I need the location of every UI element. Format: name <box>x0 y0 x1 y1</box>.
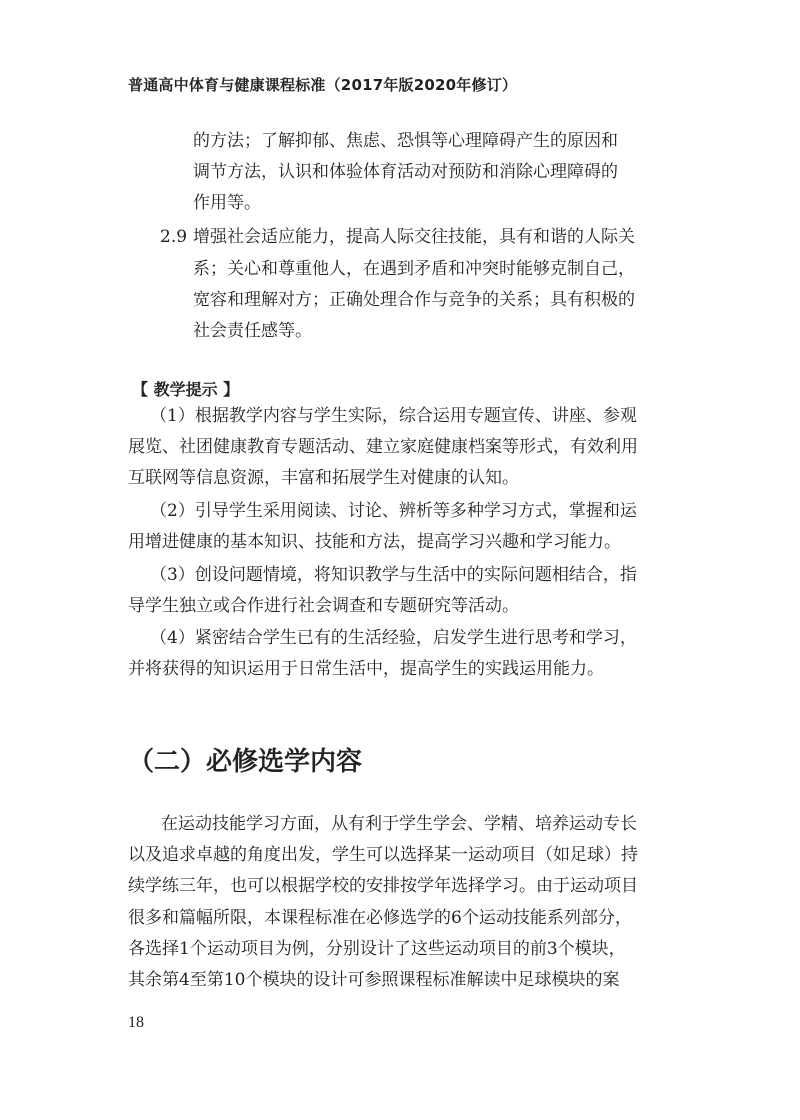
section-heading: （二）必修选学内容 <box>128 747 363 777</box>
teaching-tips-heading: 【 教学提示 】 <box>132 380 240 399</box>
item-line: 宽容和理解对方；正确处理合作与竞争的关系；具有积极的 <box>193 290 635 310</box>
tip-line: （2）引导学生采用阅读、讨论、辨析等多种学习方式，掌握和运 <box>150 501 637 521</box>
item-line: 社会责任感等。 <box>193 321 312 341</box>
section-body-line: 在运动技能学习方面，从有利于学生学会、学精、培养运动专长 <box>161 814 637 834</box>
item-line: 系；关心和尊重他人，在遇到矛盾和冲突时能够克制自己， <box>193 259 635 279</box>
tip-line: 导学生独立或合作进行社会调查和专题研究等活动。 <box>128 596 519 616</box>
item-line: 增强社会适应能力，提高人际交往技能，具有和谐的人际关 <box>193 227 635 247</box>
running-header: 普通高中体育与健康课程标准（2017年版2020年修订） <box>128 76 518 94</box>
tip-line: （3）创设问题情境，将知识教学与生活中的实际问题相结合，指 <box>150 565 637 585</box>
continuation-line: 作用等。 <box>193 193 261 213</box>
continuation-line: 的方法；了解抑郁、焦虑、恐惧等心理障碍产生的原因和 <box>193 131 618 151</box>
section-body-line: 各选择1个运动项目为例，分别设计了这些运动项目的前3个模块， <box>128 939 626 959</box>
tip-line: （1）根据教学内容与学生实际，综合运用专题宣传、讲座、参观 <box>150 406 637 426</box>
section-body-line: 很多和篇幅所限，本课程标准在必修选学的6个运动技能系列部分， <box>128 908 632 928</box>
tip-line: 用增进健康的基本知识、技能和方法，提高学习兴趣和学习能力。 <box>128 532 621 552</box>
section-body-line: 以及追求卓越的角度出发，学生可以选择某一运动项目（如足球）持 <box>128 845 638 865</box>
tip-line: 并将获得的知识运用于日常生活中，提高学生的实践运用能力。 <box>128 659 604 679</box>
tip-line: 互联网等信息资源，丰富和拓展学生对健康的认知。 <box>128 468 519 488</box>
tip-line: （4）紧密结合学生已有的生活经验，启发学生进行思考和学习， <box>150 628 637 648</box>
tip-line: 展览、社团健康教育专题活动、建立家庭健康档案等形式，有效利用 <box>128 437 638 457</box>
section-body-line: 续学练三年，也可以根据学校的安排按学年选择学习。由于运动项目 <box>128 876 638 896</box>
section-body-line: 其余第4至第10个模块的设计可参照课程标准解读中足球模块的案 <box>128 970 620 990</box>
continuation-line: 调节方法，认识和体验体育活动对预防和消除心理障碍的 <box>193 162 618 182</box>
page-number: 18 <box>128 1014 144 1031</box>
item-number: 2.9 <box>160 227 188 247</box>
